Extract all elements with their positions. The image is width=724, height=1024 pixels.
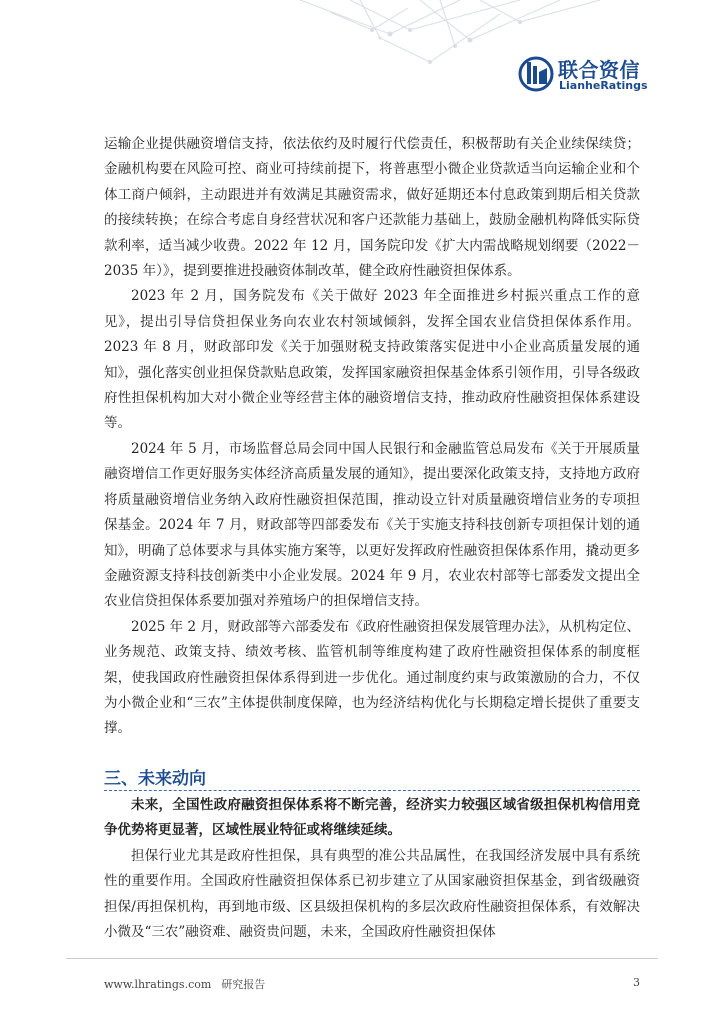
heading-divider [104, 790, 640, 791]
brand-name-cn: 联合资信 [558, 58, 640, 82]
paragraph: 担保行业尤其是政府性担保，具有典型的准公共品属性，在我国经济发展中具有系统性的重要作用。全国政府性融资担保体系已初步建立了从国家融资担保基金，到省级融资担保/再担保机构，再到地市级、区县级担保机构的多层次政府性融资担保体系，有效解决小微及“三农”融资难、融资贵问题，未来，全国政府性融资担保体 [104, 847, 640, 941]
paragraph: 2024 年 5 月，市场监督总局会同中国人民银行和金融监管总局发布《关于开展质量融资增信工作更好服务实体经济高质量发展的通知》，提出要深化政策支持，支持地方政府将质量融资增信业务纳入政府性融资担保范围，推动设立针对质量融资增信业务的专项担保基金。2024 年 7 月，财政部等四部委发布《关于实施支持科技创新专项担保计划的通知》，明确了总体要求与具体实施方案等，以更好发挥政府性融资担保体系作用，撬动更多金融资源支持科技创新类中小企业发展。2024 年 9 月，农业农村部等七部委发文提出全农业信贷担保体系要加强对养殖场户的担保增信支持。 [104, 440, 640, 610]
paragraph: 2023 年 2 月，国务院发布《关于做好 2023 年全面推进乡村振兴重点工作的意见》，提出引导信贷担保业务向农业农村领域倾斜，发挥全国农业信贷担保体系作用。2023 年 8 月，财政部印发《关于加强财税支持政策落实促进中小企业高质量发展的通知》，强化落实创业担保贷款贴息政策，发挥国家融资担保基金体系引领作用，引导各级政府性担保机构加大对小微企业等经营主体的融资增信支持，推动政府性融资担保体系建设等。 [104, 288, 640, 432]
lianhe-logo-icon [518, 54, 554, 94]
page-number: 3 [633, 976, 640, 989]
footer-info [104, 976, 265, 992]
footer-divider [66, 958, 658, 959]
section-heading: 三、未来动向 [104, 769, 206, 789]
body-text [104, 132, 640, 742]
brand-name-en: LianheRatings [559, 79, 648, 92]
company-logo [518, 52, 708, 96]
paragraph: 2025 年 2 月，财政部等六部委发布《政府性融资担保发展管理办法》，从机构定位、业务规范、政策支持、绩效考核、监管机制等维度构建了政府性融资担保体系的制度框架，使我国政府性融资担保体系得到进一步优化。通过制度约束与政策激励的合力，不仅为小微企业和“三农”主体提供制度保障，也为经济结构优化与长期稳定增长提供了重要支撑。 [104, 618, 640, 737]
paragraph: 运输企业提供融资增信支持，依法依约及时履行代偿责任，积极帮助有关企业续保续贷；金融机构要在风险可控、商业可持续前提下，将普惠型小微企业贷款适当向运输企业和个体工商户倾斜，主动跟进并有效满足其融资需求，做好延期还本付息政策到期后相关贷款的接续转换；在综合考虑自身经营状况和客户还款能力基础上，鼓励金融机构降低实际贷款利率，适当减少收费。2022 年 12 月，国务院印发《扩大内需战略规划纲要（2022－2035 年）》，提到要推进投融资体制改革，健全政府性融资担保体系。 [104, 136, 640, 280]
footer-website-link[interactable]: www.lhratings.com [104, 978, 212, 991]
footer-doc-type: 研究报告 [221, 978, 266, 991]
lead-paragraph: 未来，全国性政府融资担保体系将不断完善，经济实力较强区域省级担保机构信用竞争优势将更显著，区域性展业特征或将继续延续。 [104, 797, 640, 839]
section-body [104, 793, 640, 945]
